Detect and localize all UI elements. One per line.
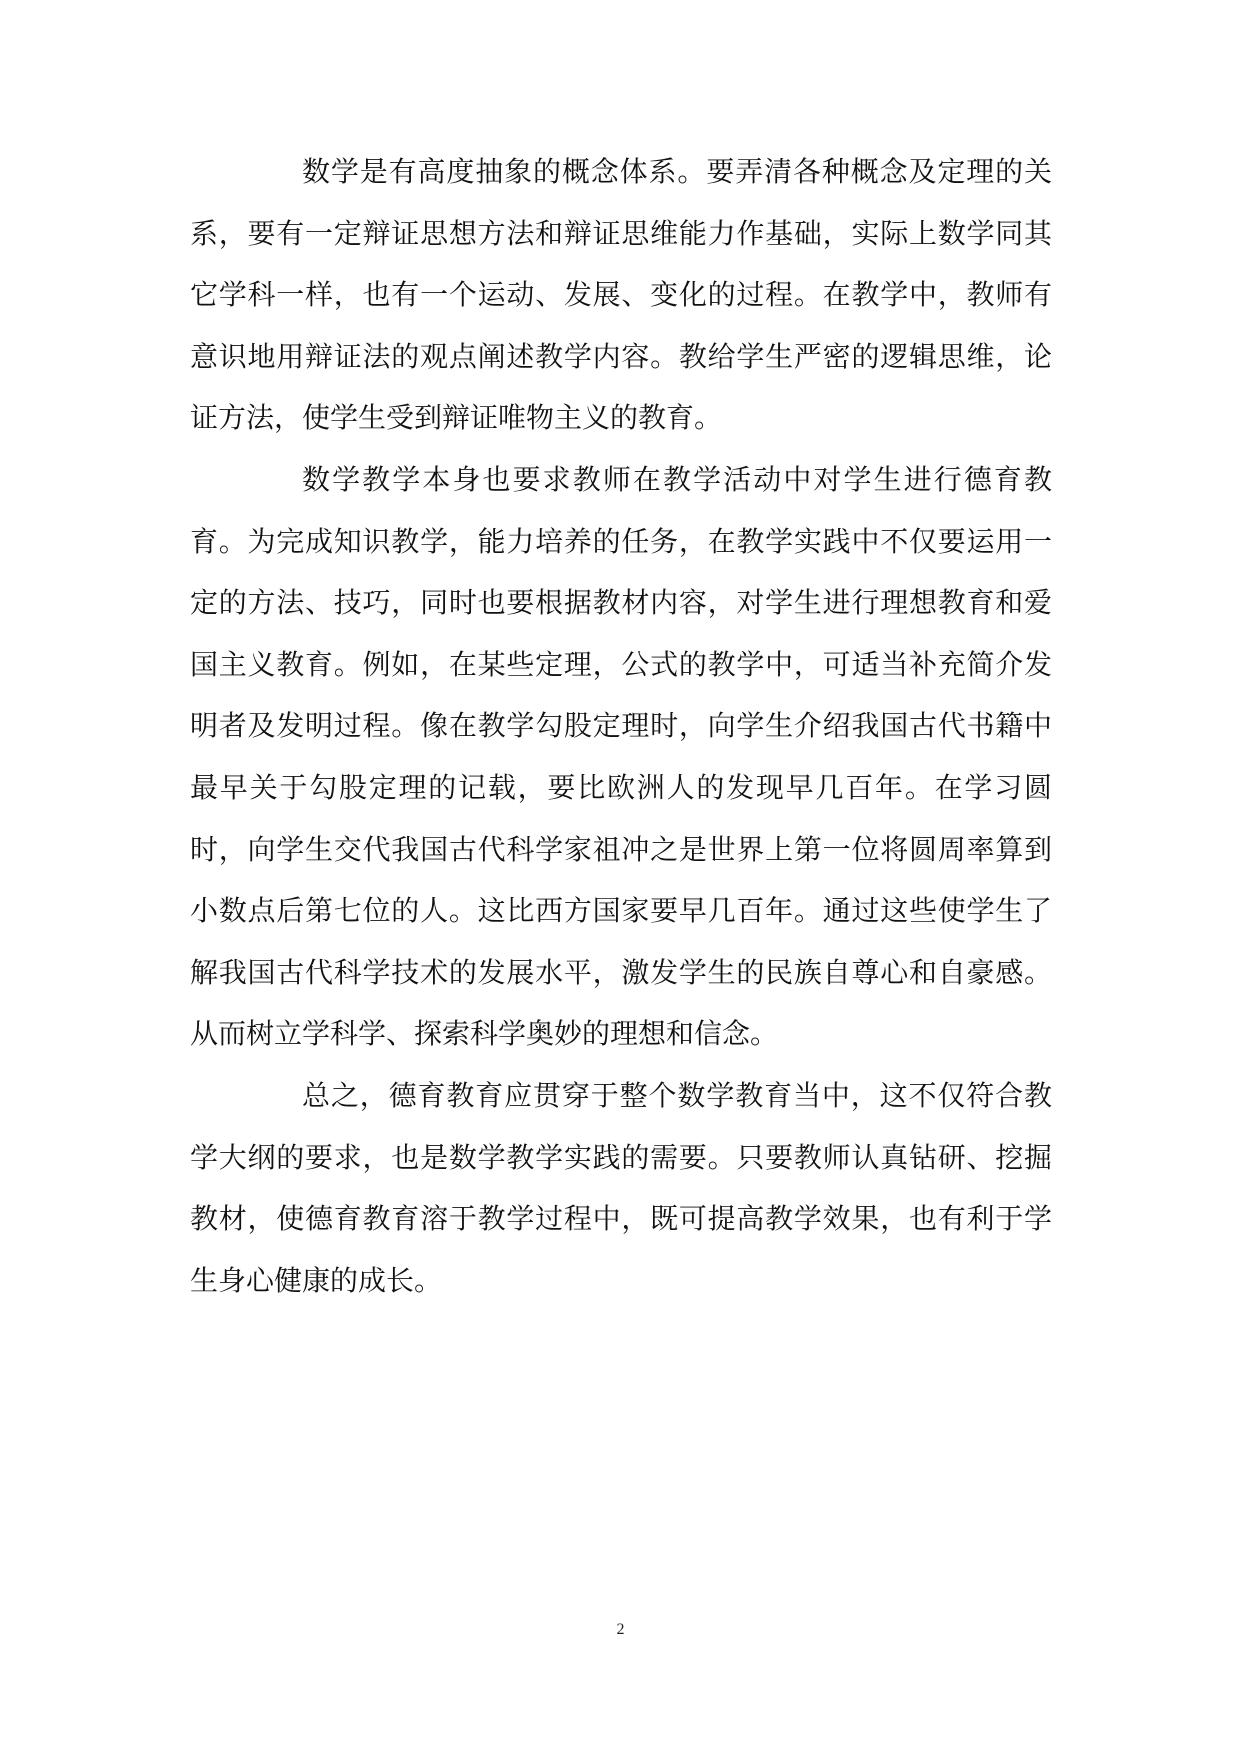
body-text (190, 141, 1052, 1311)
paragraph-1: 数学是有高度抽象的概念体系。要弄清各种概念及定理的关系，要有一定辩证思想方法和辩证思维能力作基础，实际上数学同其它学科一样，也有一个运动、发展、变化的过程。在教学中，教师有意识地用辩证法的观点阐述教学内容。教给学生严密的逻辑思维，论证方法，使学生受到辩证唯物主义的教育。 (190, 155, 1052, 435)
paragraph-2: 数学教学本身也要求教师在教学活动中对学生进行德育教育。为完成知识教学，能力培养的任务，在教学实践中不仅要运用一定的方法、技巧，同时也要根据教材内容，对学生进行理想教育和爱国主义教育。例如，在某些定理，公式的教学中，可适当补充简介发明者及发明过程。像在教学勾股定理时，向学生介绍我国古代书籍中最早关于勾股定理的记载，要比欧洲人的发现早几百年。在学习圆时，向学生交代我国古代科学家祖冲之是世界上第一位将圆周率算到小数点后第七位的人。这比西方国家要早几百年。通过这些使学生了解我国古代科学技术的发展水平，激发学生的民族自尊心和自豪感。从而树立学科学、探索科学奥妙的理想和信念。 (190, 462, 1052, 1051)
paragraph-3: 总之，德育教育应贯穿于整个数学教育当中，这不仅符合教学大纲的要求，也是数学教学实践的需要。只要教师认真钻研、挖掘教材，使德育教育溶于教学过程中，既可提高教学效果，也有利于学生身心健康的成长。 (190, 1078, 1052, 1297)
page-number: 2 (616, 1621, 625, 1638)
